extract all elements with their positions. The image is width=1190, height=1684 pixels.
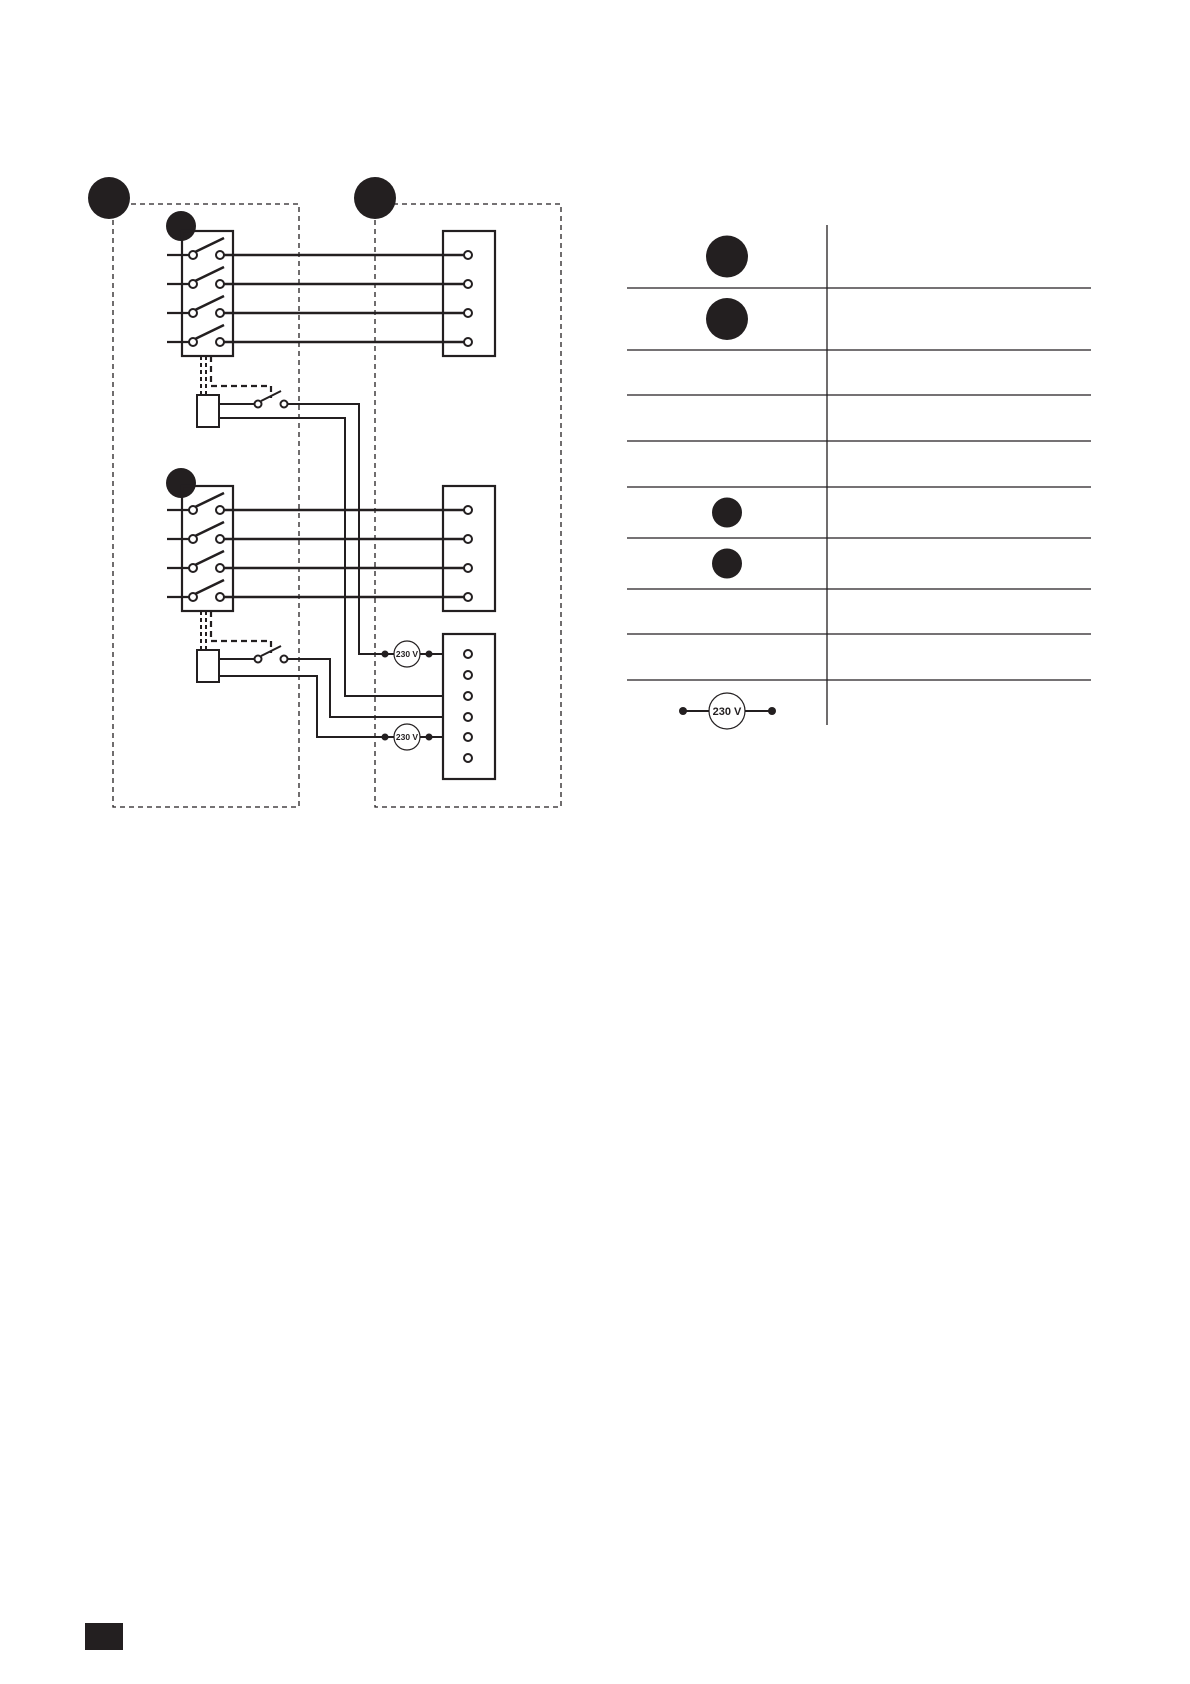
callout-enclosure-left bbox=[88, 177, 130, 219]
supply-node bbox=[382, 734, 389, 741]
switch-contact-right bbox=[216, 535, 224, 543]
switch-row bbox=[167, 267, 472, 288]
switch-row bbox=[167, 580, 472, 601]
switch-row bbox=[167, 325, 472, 346]
voltage-label: 230 V bbox=[395, 732, 419, 743]
callout-enclosure-right bbox=[354, 177, 396, 219]
switch-blade bbox=[195, 238, 224, 252]
legend-callout-small bbox=[712, 549, 742, 579]
terminal-screw bbox=[464, 564, 472, 572]
contact-blade bbox=[261, 391, 281, 401]
legend-row bbox=[706, 298, 748, 340]
switch-row bbox=[167, 522, 472, 543]
power-wire bbox=[288, 404, 380, 654]
terminal-screw bbox=[464, 754, 472, 762]
contact-terminal bbox=[281, 401, 288, 408]
switch-contact-right bbox=[216, 309, 224, 317]
mechanical-link bbox=[211, 356, 271, 398]
relay-coil bbox=[197, 395, 219, 427]
voltage-source-lower bbox=[394, 724, 420, 750]
switch-blade bbox=[195, 551, 224, 565]
legend-voltage-source bbox=[709, 693, 745, 729]
terminal-screw bbox=[464, 535, 472, 543]
legend-supply-node bbox=[768, 707, 776, 715]
relay-coil bbox=[197, 650, 219, 682]
terminal-screw bbox=[464, 280, 472, 288]
contact-terminal bbox=[255, 656, 262, 663]
switch-blade bbox=[195, 493, 224, 507]
switch-blade bbox=[195, 267, 224, 281]
legend-callout-large bbox=[706, 236, 748, 278]
switch-contact-right bbox=[216, 564, 224, 572]
contact-terminal bbox=[281, 656, 288, 663]
legend-supply-node bbox=[679, 707, 687, 715]
contact-blade bbox=[261, 646, 281, 656]
switch-block-upper bbox=[182, 231, 233, 356]
terminal-screw bbox=[464, 251, 472, 259]
voltage-label: 230 V bbox=[395, 649, 419, 660]
switch-contact-right bbox=[216, 338, 224, 346]
supply-node bbox=[426, 734, 433, 741]
legend-row bbox=[712, 498, 742, 528]
legend-callout-large bbox=[706, 298, 748, 340]
legend-row bbox=[679, 693, 776, 729]
legend-table bbox=[627, 236, 1091, 730]
supply-node bbox=[426, 651, 433, 658]
switch-block-lower bbox=[182, 486, 233, 611]
legend-row bbox=[706, 236, 748, 278]
switch-blade bbox=[195, 522, 224, 536]
terminal-screw bbox=[464, 650, 472, 658]
legend-callout-small bbox=[712, 498, 742, 528]
terminal-screw bbox=[464, 309, 472, 317]
voltage-label: 230 V bbox=[712, 705, 742, 718]
lower-terminals bbox=[380, 641, 472, 762]
legend-row bbox=[712, 549, 742, 579]
switch-row bbox=[167, 238, 472, 259]
terminal-screw bbox=[464, 338, 472, 346]
terminal-screw bbox=[464, 593, 472, 601]
switch-row bbox=[167, 296, 472, 317]
terminal-screw bbox=[464, 671, 472, 679]
switch-blade bbox=[195, 296, 224, 310]
terminal-screw bbox=[464, 733, 472, 741]
terminal-screw bbox=[464, 692, 472, 700]
left-enclosure bbox=[113, 204, 299, 807]
mechanical-link bbox=[211, 611, 271, 653]
contact-terminal bbox=[255, 401, 262, 408]
switch-blade bbox=[195, 580, 224, 594]
switch-contact-right bbox=[216, 251, 224, 259]
terminal-screw bbox=[464, 506, 472, 514]
relay-group-lower bbox=[197, 611, 443, 737]
switch-contact-right bbox=[216, 280, 224, 288]
switch-contact-right bbox=[216, 506, 224, 514]
switch-row bbox=[167, 551, 472, 572]
switch-row bbox=[167, 493, 472, 514]
switch-contact-right bbox=[216, 593, 224, 601]
voltage-source-upper bbox=[394, 641, 420, 667]
supply-node bbox=[382, 651, 389, 658]
power-wire bbox=[288, 659, 443, 717]
page-number-box bbox=[85, 1623, 123, 1650]
switch-blade bbox=[195, 325, 224, 339]
terminal-screw bbox=[464, 713, 472, 721]
